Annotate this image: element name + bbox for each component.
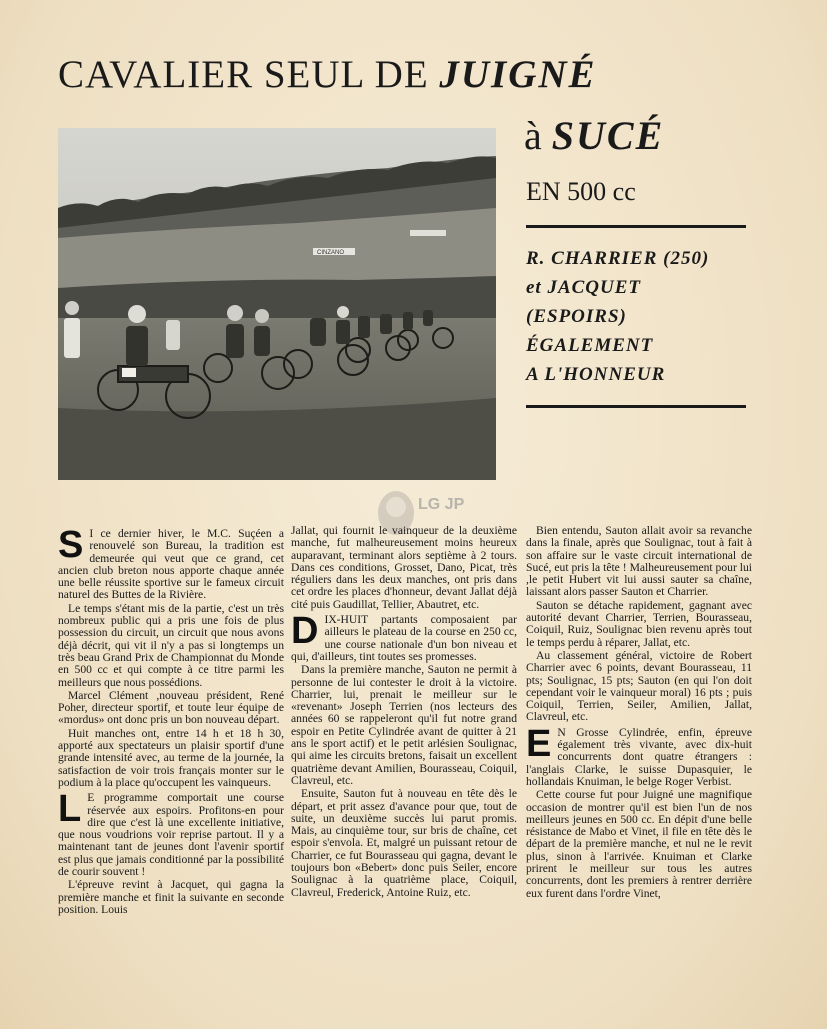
bottom-rule — [526, 405, 746, 408]
paragraph-text: Bien entendu, Sauton allait avoir sa revanche dans la finale, après que Soulignac, tout à fait à son affaire sur le vaste circuit international de Sucé, eut pris la tête ! Malheureusement pour lui ,le petit Hubert vit lui aussi sauter sa chaîne, laissant alors passer Sauton et Charrier. — [526, 524, 752, 599]
class-line: EN 500 cc — [526, 177, 636, 206]
paragraph-text: E programme comportait une course réservée aux espoirs. Profitons-en pour dire que c'est là une excellente initiative, que nous voudrions voir reprise partout. Il y a maintenant tant de jeunes dont l'avenir sportif est plus que jamais conditionné par la possibilité de courir souvent ! — [58, 791, 284, 879]
tagline-line: R. CHARRIER (250) — [526, 248, 710, 269]
subhead-part2: SUCÉ — [551, 113, 665, 158]
drop-cap: D — [291, 610, 319, 653]
paragraph-text: Marcel Clément ,nouveau président, René Poher, directeur sportif, et toute leur équipe de «mordus» ont donc pris un bon nouveau départ. — [58, 688, 284, 727]
article-paragraph — [526, 600, 752, 649]
headline-part1: CAVALIER SEUL DE — [58, 53, 440, 96]
article-paragraph — [58, 879, 284, 916]
article-paragraph — [58, 690, 284, 727]
article-paragraph — [526, 650, 752, 724]
article-paragraph — [58, 603, 284, 689]
drop-cap: L — [58, 788, 82, 831]
article-paragraph — [58, 524, 284, 602]
drop-cap: S — [58, 524, 84, 566]
paragraph-text: Dans la première manche, Sauton ne permit à personne de lui contester le droit à la victoire. Charrier, lui, prenait le meilleur sur le «revenant» Joseph Terrien (nos lecteurs des années 60 se rappeleront qu'il fut notre grand espoir en Petite Cylindrée avant de quitter à 21 ans le sport actif) et le petit arlésien Soulignac, qui aime les circuits bretons, faisait un excellent quatrième devant Amilien, Bourasseau, Coiquil, Clavreul, etc. — [291, 663, 517, 787]
tagline-line: (ESPOIRS) — [526, 306, 627, 327]
article-paragraph — [58, 728, 284, 789]
logo-text: LG JP — [418, 496, 465, 513]
article-paragraph — [58, 788, 284, 879]
article-headline — [58, 52, 758, 97]
article-subhead — [524, 112, 664, 159]
article-column-1 — [58, 525, 284, 917]
paragraph-text: Le temps s'étant mis de la partie, c'est un très nombreux public qui a pris une fois de plus possession du circuit, un circuit que nous avons déjà décrit, qui vit il n'y a pas si longtemps un très beau Grand Prix de Championnat du Monde en 500 cc et qui compte à ce titre parmi les meilleurs que nous possédions. — [58, 601, 284, 689]
paragraph-text: Cette course fut pour Juigné une magnifique occasion de montrer qu'il est bien l'un de nos meilleurs jeunes en 500 cc. En dépit d'une belle résistance de Mabo et Vinet, il file en tête dès le départ de la première manche, et nul ne le revit plus, sinon à l'arrivée. Knuiman et Clarke prirent le meilleur sur tous les autres concurrents, dont les premiers à rentrer derrière eux furent dans l'ordre Vinet, — [526, 788, 752, 900]
paragraph-text: Sauton se détache rapidement, gagnant avec autorité devant Charrier, Terrien, Bourasseau, Coiquil, Ruiz, Soulignac bien revenu après tout le temps perdu à réparer, Jallat, etc. — [526, 598, 752, 649]
paragraph-text: IX-HUIT partants composaient par ailleurs le plateau de la course en 250 cc, une course nationale d'un bon niveau et qui, d'ailleurs, tint toutes ses promesses. — [291, 613, 517, 663]
cinzano-banner: CINZANO — [317, 250, 344, 256]
tagline-line: ÉGALEMENT — [526, 335, 654, 356]
paragraph-text: L'épreuve revint à Jacquet, qui gagna la première manche et finit la suivante en seconde position. Louis — [58, 878, 284, 916]
tagline — [526, 244, 766, 389]
tagline-line: A L'HONNEUR — [526, 364, 666, 385]
paragraph-text: I ce dernier hiver, le M.C. Suçéen a renouvelé son Bureau, la tradition est demeurée qui veut que ce grand, cet ancien club breton nous apporte chaque année une belle réussite sportive sur le fameux circuit naturel des Buttes de la Rivière. — [58, 527, 284, 602]
tagline-line: et JACQUET — [526, 277, 642, 298]
article-paragraph — [526, 722, 752, 788]
paragraph-text: Huit manches ont, entre 14 h et 18 h 30, apporté aux spectateurs un plaisir sportif d'une grande intensité avec, au terme de la journée, la satisfaction de voir trois français monter sur le podium à la place qu'occupent les vainqueurs. — [58, 726, 284, 789]
article-paragraph — [291, 525, 517, 611]
paragraph-text: Ensuite, Sauton fut à nouveau en tête dès le départ, et prit assez d'avance pour que, tout de suite, un deuxième succès lui parut promis. Mais, au cinquième tour, sur bris de chaîne, cet espoir s'envola. Et, malgré un puissant retour de Charrier, ce fut Bourasseau qui gagna, devant le toujours bon «Bebert» donc puis Seiler, encore Soulignac à la quatrième place, Coiquil, Clavreul, Frederick, Antoine Ruiz, etc. — [291, 787, 517, 899]
article-paragraph — [526, 525, 752, 599]
top-rule — [526, 225, 746, 228]
drop-cap: E — [526, 722, 552, 765]
article-column-2 — [291, 525, 517, 900]
headline-part2: JUIGNÉ — [439, 53, 597, 96]
subhead-part1: à — [524, 113, 552, 158]
paragraph-text: N Grosse Cylindrée, enfin, épreuve également très vivante, avec dix-huit concurrents dont quatre étrangers : l'anglais Clarke, le suisse Dupasquier, le hollandais Knuiman, le belge Roger Verbist. — [526, 725, 752, 788]
article-paragraph — [291, 788, 517, 899]
race-photo — [58, 128, 496, 480]
article-paragraph — [291, 610, 517, 663]
article-column-3 — [526, 525, 752, 901]
paragraph-text: Au classement général, victoire de Robert Charrier avec 6 points, devant Bourasseau, 11 pts; Soulignac, 15 pts; Sauton (en qui l'on doit cependant voir le vainqueur moral) 16 pts ; puis Coiquil, Terrien, Seiler, Amilien, Jallat, Clavreul, etc. — [526, 648, 752, 724]
article-paragraph — [526, 789, 752, 900]
article-paragraph — [291, 664, 517, 787]
paragraph-text: Jallat, qui fournit le vainqueur de la deuxième manche, fut malheureusement moins heureux auparavant, terminant alors septième à 2 tours. Dans ces conditions, Grosset, Dano, Picat, très réguliers dans les deux manches, ont pris dans cet ordre les places d'honneur, devant Jallat déjà cité puis Gaudillat, Tellier, Abautret, etc. — [291, 524, 517, 611]
